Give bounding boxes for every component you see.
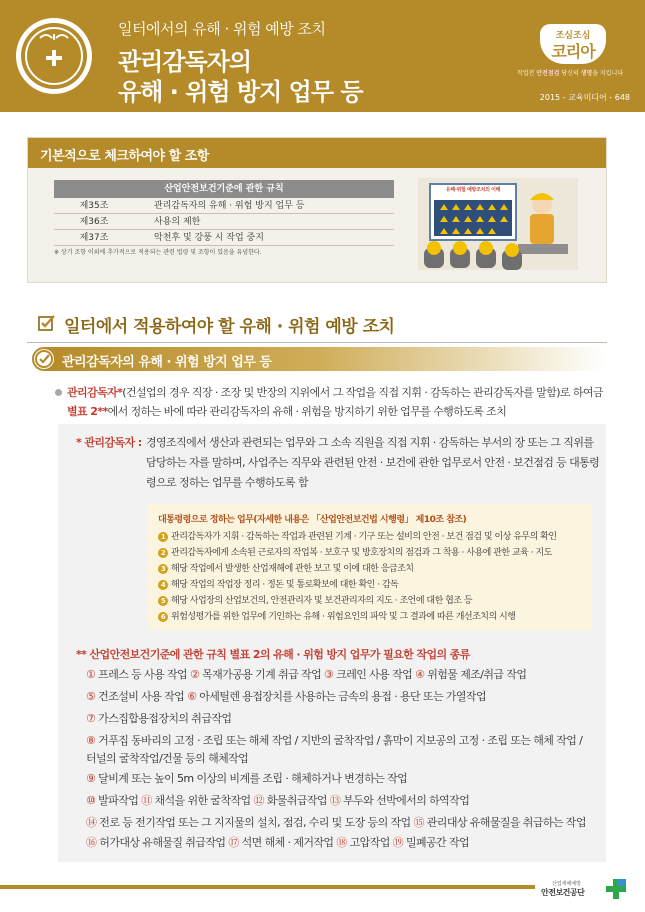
work-type: 아세틸렌 용접장치를 사용하는 금속의 용접 · 용단 또는 가열작업 bbox=[196, 690, 486, 703]
article-number: 제36조 bbox=[79, 217, 109, 227]
work-type: 허가대상 유해물질 취급작업 bbox=[96, 836, 226, 849]
work-number: ④ bbox=[415, 668, 425, 681]
illustration-board-caption: 유해·위험 예방조치의 이해 bbox=[445, 187, 501, 193]
work-type: 달비계 또는 높이 5m 이상의 비계를 조립 · 해체하거나 변경하는 작업 bbox=[95, 772, 408, 785]
article-name: 관리감독자의 유해 · 위험 방지 업무 등 bbox=[154, 201, 305, 211]
safety-cross-emblem-icon bbox=[16, 18, 92, 94]
list-item: 3 해당 작업에서 발생한 산업재해에 관한 보고 및 이에 대한 응급조치 bbox=[158, 561, 414, 574]
work-type: 밀폐공간 작업 bbox=[403, 836, 470, 849]
work-type: 터널의 굴착작업/건물 등의 해체작업 bbox=[86, 752, 249, 765]
header-subtitle: 일터에서의 유해 · 위험 예방 조치 bbox=[118, 20, 326, 38]
work-type: 목재가공용 기계 취급 작업 bbox=[199, 668, 322, 681]
duties-title: 대통령령으로 정하는 업무(자세한 내용은 「산업안전보건법 시행령」 제10조 참조) bbox=[158, 515, 467, 525]
list-item bbox=[86, 732, 582, 748]
work-number: ⑥ bbox=[187, 690, 197, 703]
table-row bbox=[54, 198, 394, 214]
definition-label: * 관리감독자 : bbox=[76, 436, 142, 449]
work-type: 건조설비 사용 작업 bbox=[95, 690, 185, 703]
list-item bbox=[86, 666, 526, 682]
footer-org-caption: 산업재해예방 bbox=[552, 881, 581, 887]
check-circle-icon bbox=[34, 349, 54, 369]
work-number: ⑲ bbox=[392, 836, 404, 849]
subsection-title: 관리감독자의 유해 · 위험 방지 업무 등 bbox=[62, 355, 272, 370]
work-number: ⑮ bbox=[413, 816, 424, 829]
kosha-logo-icon bbox=[605, 878, 627, 900]
work-type: 프레스 등 사용 작업 bbox=[95, 668, 188, 681]
work-number: ③ bbox=[324, 668, 334, 681]
table-row bbox=[54, 214, 394, 230]
footer-bar bbox=[0, 885, 535, 889]
work-number: ⑭ bbox=[86, 816, 97, 829]
section-title: 일터에서 적용하여야 할 유해 · 위험 예방 조치 bbox=[64, 317, 395, 337]
list-item bbox=[86, 814, 586, 830]
checklist-title-bar bbox=[28, 138, 606, 168]
subsection-bar bbox=[32, 347, 606, 371]
work-type: 부두와 선박에서의 하역작업 bbox=[340, 794, 470, 807]
work-type: 거푸집 동바리의 고정 · 조립 또는 해체 작업 / 지반의 굴착작업 / 흙막이 지보공의 고정 · 조립 또는 해체 작업 / bbox=[95, 734, 583, 747]
article-name: 사용의 제한 bbox=[154, 217, 201, 227]
work-number: ⑪ bbox=[141, 794, 152, 807]
work-type: 위험물 제조/취급 작업 bbox=[424, 668, 527, 681]
checklist-note: ※ 상기 조항 이외에 추가적으로 적용되는 관련 법령 및 조항이 있음을 유념한다. bbox=[54, 249, 262, 256]
definition-line: 경영조직에서 생산과 관련되는 업무와 그 소속 직원을 직접 지휘 · 감독하는 부서의 장 또는 그 직위를 bbox=[146, 436, 594, 449]
work-type: 전로 등 전기작업 또는 그 지지물의 설치, 점검, 수리 및 도장 등의 작업 bbox=[96, 816, 411, 829]
article-name: 악천후 및 강풍 시 작업 중지 bbox=[154, 233, 264, 243]
list-item bbox=[86, 750, 248, 766]
page-title-line1: 관리감독자의 bbox=[118, 48, 252, 76]
work-type: 발파작업 bbox=[95, 794, 139, 807]
publication-meta: 2015 - 교육미디어 - 648 bbox=[539, 93, 630, 102]
list-item: 2 관리감독자에게 소속된 근로자의 작업복 · 보호구 및 방호장치의 점검과 그 착용 · 사용에 관한 교육 · 지도 bbox=[158, 545, 552, 558]
campaign-logo-main: 코리아 bbox=[551, 42, 595, 61]
work-number: ⑯ bbox=[86, 836, 97, 849]
definition-line: 령으로 정하는 업무를 수행하도록 함 bbox=[146, 476, 308, 489]
work-type: 화물취급작업 bbox=[263, 794, 327, 807]
work-types-title: ** 산업안전보건기준에 관한 규칙 별표 2의 유해 · 위험 방지 업무가 필요한 작업의 종류 bbox=[76, 648, 470, 661]
campaign-logo bbox=[540, 24, 606, 64]
bullet-line-1: 관리감독자*(건설업의 경우 직장 · 조장 및 반장의 지위에서 그 작업을 직접 지휘 · 감독하는 관리감독자를 말함)로 하여금 bbox=[67, 386, 603, 399]
work-number: ⑫ bbox=[253, 794, 264, 807]
work-number: ② bbox=[189, 668, 200, 681]
work-type: 크레인 사용 작업 bbox=[333, 668, 413, 681]
campaign-slogan: 작업전 안전점검 당신의 생명을 지킵니다 bbox=[516, 70, 624, 77]
section-divider bbox=[27, 342, 607, 343]
table-row bbox=[54, 230, 394, 246]
list-item: 5 해당 사업장의 산업보건의, 안전관리자 및 보건관리자의 지도 · 조언에 대한 협조 등 bbox=[158, 593, 472, 606]
bullet-dot bbox=[55, 389, 62, 396]
law-table bbox=[54, 180, 394, 246]
work-number: ⑱ bbox=[336, 836, 347, 849]
law-table-header: 산업안전보건기준에 관한 규칙 bbox=[54, 180, 394, 198]
work-type: 고압작업 bbox=[346, 836, 390, 849]
definition-line: 담당하는 자를 말하며, 사업주는 직무와 관련된 안전 · 보건에 관한 업무로서 안전 · 보건점검 등 대통령 bbox=[146, 456, 600, 469]
work-number: ⑦ bbox=[86, 712, 96, 725]
work-type: 석면 해체 · 제거작업 bbox=[238, 836, 334, 849]
definition-box bbox=[58, 424, 606, 862]
list-item: 1 관리감독자가 지휘 · 감독하는 작업과 관련된 기계 · 기구 또는 설비의 안전 · 보건 점검 및 이상 유무의 확인 bbox=[158, 529, 557, 542]
bullet-line-2: 별표 2**에서 정하는 바에 따라 관리감독자의 유해 · 위험을 방지하기 위한 업무를 수행하도록 조치 bbox=[67, 405, 507, 418]
work-number: ⑨ bbox=[86, 772, 96, 785]
list-item bbox=[86, 792, 469, 808]
duties-box bbox=[148, 504, 592, 630]
work-number: ⑰ bbox=[228, 836, 239, 849]
list-item bbox=[86, 834, 469, 850]
footer-org-name: 안전보건공단 bbox=[541, 888, 585, 897]
work-number: ⑤ bbox=[86, 690, 96, 703]
list-item: 6 위험성평가를 위한 업무에 기인하는 유해 · 위험요인의 파악 및 그 결과에 따른 개선조치의 시행 bbox=[158, 609, 515, 622]
work-number: ① bbox=[86, 668, 96, 681]
work-number: ⑬ bbox=[329, 794, 341, 807]
checkbox-icon bbox=[38, 314, 56, 332]
list-item bbox=[86, 770, 407, 786]
work-type: 관리대상 유해물질을 취급하는 작업 bbox=[423, 816, 586, 829]
article-number: 제35조 bbox=[79, 201, 109, 211]
list-item bbox=[86, 710, 231, 726]
list-item bbox=[86, 688, 486, 704]
work-type: 가스집합용접장치의 취급작업 bbox=[95, 712, 232, 725]
safety-training-illustration bbox=[418, 178, 578, 270]
page-title-line2: 유해 · 위험 방지 업무 등 bbox=[118, 78, 363, 106]
work-type: 채석을 위한 굴착작업 bbox=[151, 794, 251, 807]
campaign-logo-top: 조심조심 bbox=[555, 31, 591, 41]
work-number: ⑩ bbox=[86, 794, 96, 807]
checklist-title: 기본적으로 체크하여야 할 조항 bbox=[40, 149, 209, 164]
page-header bbox=[0, 0, 645, 112]
work-number: ⑧ bbox=[86, 734, 96, 747]
list-item: 4 해당 작업의 작업장 정리 · 정돈 및 통로확보에 대한 확인 · 감독 bbox=[158, 577, 398, 590]
basic-checklist-box bbox=[27, 137, 607, 283]
article-number: 제37조 bbox=[79, 233, 109, 243]
